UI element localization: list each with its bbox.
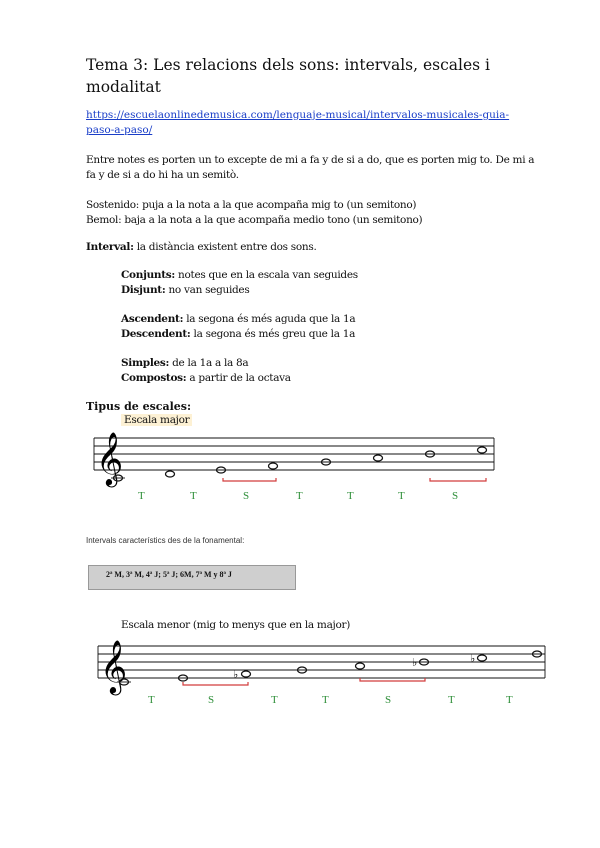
step-label: T (148, 694, 155, 706)
reference-link[interactable]: https://escuelaonlinedemusica.com/lenguaje-musical/intervalos-musicales-guia-paso-a-paso/ (86, 109, 510, 136)
note-4 (269, 463, 278, 469)
term-conjunts: Conjunts: (121, 269, 175, 281)
interval-def: la distància existent entre dos sons. (136, 241, 317, 253)
intervals-caption: Intervals característics des de la fonamental: (86, 536, 245, 545)
note-7-flat (478, 655, 487, 661)
page-title: Tema 3: Les relacions dels sons: intervals, escales i modalitat (86, 56, 490, 96)
step-label: T (347, 490, 354, 502)
group-ascendent (121, 312, 541, 342)
note-3-flat (242, 671, 251, 677)
major-notes (111, 447, 487, 481)
term-simples: Simples: (121, 357, 170, 369)
minor-notes (117, 651, 542, 685)
scales-heading: Tipus de escales: (86, 400, 192, 413)
step-label: T (138, 490, 145, 502)
minor-scale-label: Escala menor (mig to menys que en la major) (121, 619, 351, 631)
semitone-bracket-2 (360, 678, 425, 681)
accidentals-paragraph (86, 198, 536, 228)
semitone-bracket-1 (183, 682, 248, 685)
interval-term: Interval: (86, 241, 134, 253)
sostenido-line: Sostenido: puja a la nota a la que acompaña mig to (un semitono) (86, 199, 417, 211)
group-simples (121, 356, 541, 386)
treble-clef-icon: 𝄞 (100, 639, 128, 693)
semitone-bracket-1 (223, 478, 276, 481)
flat-icon: ♭ (233, 668, 239, 681)
step-label: S (385, 694, 392, 706)
note-8 (478, 447, 487, 453)
term-ascendent: Ascendent: (121, 313, 184, 325)
bemol-line: Bemol: baja a la nota a la que acompaña medio tono (un semitono) (86, 214, 423, 226)
def-ascendent: la segona és més aguda que la 1a (186, 313, 356, 325)
step-label: T (190, 490, 197, 502)
treble-clef-icon: 𝄞 (96, 431, 124, 485)
major-scale-staff (86, 430, 506, 510)
note-5 (356, 663, 365, 669)
def-descendent: la segona és més greu que la 1a (193, 328, 356, 340)
def-simples: de la 1a a la 8a (172, 357, 249, 369)
intro-paragraph: Entre notes es porten un to excepte de mi a fa y de si a do, que es porten mig to. De mi a fa y de si a do hi ha un semitò. (86, 154, 535, 181)
step-label: T (506, 694, 513, 706)
note-2 (166, 471, 175, 477)
term-descendent: Descendent: (121, 328, 191, 340)
def-disjunt: no van seguides (168, 284, 250, 296)
note-6 (374, 455, 383, 461)
flat-icon: ♭ (470, 652, 476, 665)
step-label: S (243, 490, 250, 502)
term-disjunt: Disjunt: (121, 284, 166, 296)
step-label: T (322, 694, 329, 706)
step-label: T (296, 490, 303, 502)
step-label: S (452, 490, 459, 502)
step-label: T (448, 694, 455, 706)
major-scale-label: Escala major (121, 414, 192, 426)
term-compostos: Compostos: (121, 372, 187, 384)
def-compostos: a partir de la octava (189, 372, 291, 384)
interval-definition (86, 240, 536, 255)
group-conjunts (121, 268, 541, 298)
step-label: T (398, 490, 405, 502)
intervals-box-text: 2ª M, 3ª M, 4ª J; 5ª J; 6M, 7ª M y 8ª J (106, 570, 232, 579)
minor-scale-staff (90, 634, 552, 714)
def-conjunts: notes que en la escala van seguides (178, 269, 358, 281)
semitone-bracket-2 (430, 478, 486, 481)
step-label: T (271, 694, 278, 706)
flat-icon: ♭ (412, 656, 418, 669)
step-label: S (208, 694, 215, 706)
